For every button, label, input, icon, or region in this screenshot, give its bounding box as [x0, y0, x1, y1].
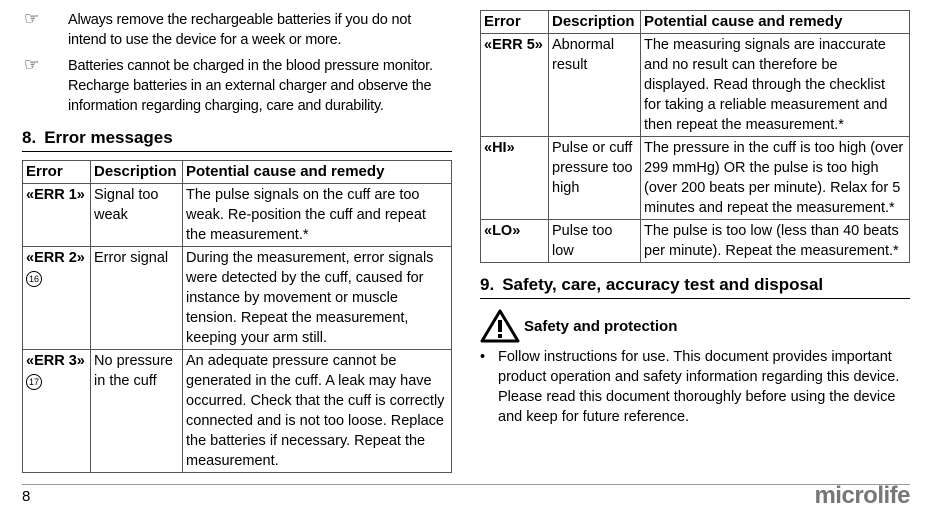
- error-table-right: [480, 10, 910, 263]
- table-row: [23, 350, 452, 473]
- header-error: Error: [481, 11, 549, 34]
- pointing-hand-icon: ☞: [24, 9, 40, 28]
- page-number: 8: [22, 488, 31, 505]
- table-row: [23, 247, 452, 350]
- note-charging: [22, 56, 452, 116]
- header-cause: Potential cause and remedy: [183, 161, 452, 184]
- section-9-title: [480, 275, 910, 299]
- section-heading: Safety, care, accuracy test and disposal: [502, 275, 824, 294]
- reference-number: 16: [26, 271, 42, 287]
- list-item: [480, 347, 910, 427]
- right-column: [480, 10, 910, 427]
- safety-heading: Safety and protection: [524, 317, 678, 335]
- safety-heading-row: [480, 309, 910, 343]
- section-number: 8.: [22, 128, 37, 147]
- error-code: «LO»: [481, 220, 549, 263]
- table-row: [481, 220, 910, 263]
- error-code: «ERR 5»: [481, 34, 549, 137]
- table-row: [23, 184, 452, 247]
- bullet-text: Follow instructions for use. This document provides important product operation and safety information regarding this device. Please read this document thoroughly before using the device and keep for future reference.: [498, 349, 900, 425]
- section-heading: Error messages: [44, 128, 173, 147]
- error-description: Abnormal result: [549, 34, 641, 137]
- error-cause: An adequate pressure cannot be generated in the cuff. A leak may have occurred. Check that the cuff is correctly connected and is not too loose. Replace the batteries if necessary. Repeat the measurement.: [183, 350, 452, 473]
- header-description: Description: [91, 161, 183, 184]
- error-table-left: [22, 160, 452, 473]
- error-description: Error signal: [91, 247, 183, 350]
- warning-triangle-icon: [480, 309, 520, 343]
- header-error: Error: [23, 161, 91, 184]
- error-cause: The pulse is too low (less than 40 beats per minute). Repeat the measurement.*: [641, 220, 910, 263]
- bullet-dot: •: [480, 349, 486, 365]
- error-code: «ERR 2»: [26, 250, 85, 266]
- error-description: Signal too weak: [91, 184, 183, 247]
- error-description: No pressure in the cuff: [91, 350, 183, 473]
- note-remove-batteries: [22, 10, 452, 50]
- table-row: [481, 137, 910, 220]
- error-cause: The pressure in the cuff is too high (over 299 mmHg) OR the pulse is too high (over 200 beats per minute). Relax for 5 minutes and repeat the measurement.*: [641, 137, 910, 220]
- error-description: Pulse or cuff pressure too high: [549, 137, 641, 220]
- left-column: [22, 10, 452, 473]
- error-code: «ERR 1»: [23, 184, 91, 247]
- reference-number: 17: [26, 374, 42, 390]
- error-code-cell: [23, 350, 91, 473]
- error-cause: The measuring signals are inaccurate and no result can therefore be displayed. Read through the checklist for taking a reliable measurement and then repeat the measurement.*: [641, 34, 910, 137]
- table-header-row: [23, 161, 452, 184]
- error-code-cell: [23, 247, 91, 350]
- header-description: Description: [549, 11, 641, 34]
- note-text: Batteries cannot be charged in the blood pressure monitor. Recharge batteries in an external charger and observe the information regarding charging, care and durability.: [68, 58, 433, 114]
- error-cause: The pulse signals on the cuff are too weak. Re-position the cuff and repeat the measurement.*: [183, 184, 452, 247]
- brand-logo: microlife: [814, 482, 910, 509]
- header-cause: Potential cause and remedy: [641, 11, 910, 34]
- table-header-row: [481, 11, 910, 34]
- table-row: [481, 34, 910, 137]
- error-code: «ERR 3»: [26, 353, 85, 369]
- footer-divider: [22, 484, 910, 485]
- error-description: Pulse too low: [549, 220, 641, 263]
- section-number: 9.: [480, 275, 495, 294]
- section-8-title: [22, 128, 452, 152]
- note-text: Always remove the rechargeable batteries if you do not intend to use the device for a week or more.: [68, 12, 412, 48]
- pointing-hand-icon: ☞: [24, 55, 40, 74]
- error-cause: During the measurement, error signals were detected by the cuff, caused for instance by movement or muscle tension. Repeat the measurement, keeping your arm still.: [183, 247, 452, 350]
- error-code: «HI»: [481, 137, 549, 220]
